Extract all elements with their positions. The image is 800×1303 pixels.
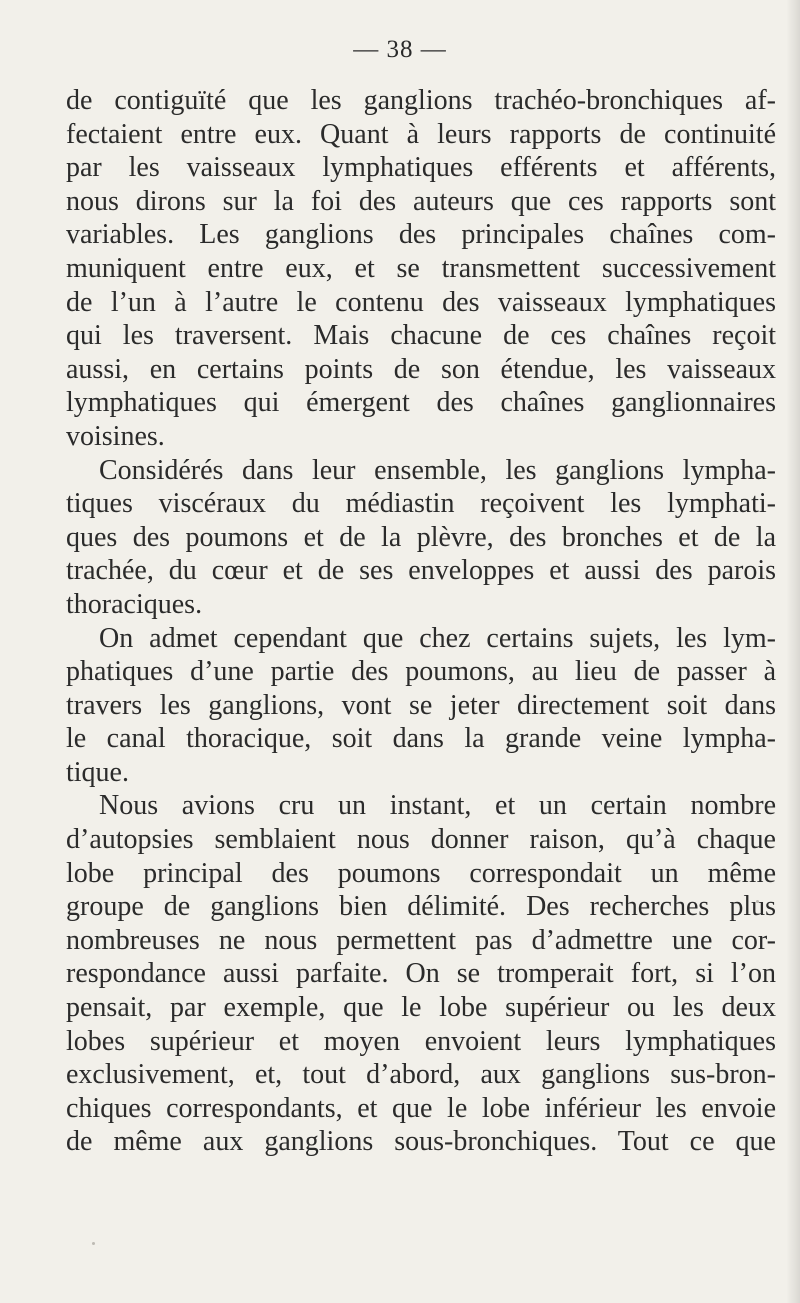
body-text — [66, 84, 776, 1159]
text-line: groupe de ganglions bien délimité. Des recherches plus — [66, 891, 776, 923]
text-line: le canal thoracique, soit dans la grande veine lympha- — [66, 723, 776, 755]
text-line: phatiques d’une partie des poumons, au lieu de passer à — [66, 656, 776, 688]
text-line: Considérés dans leur ensemble, les ganglions lympha- — [99, 454, 776, 486]
text-line: On admet cependant que chez certains sujets, les lym- — [99, 622, 776, 654]
text-line: respondance aussi parfaite. On se tromperait fort, si l’on — [66, 958, 776, 990]
text-line: qui les traversent. Mais chacune de ces chaînes reçoit — [66, 320, 776, 352]
page-number: — 38 — — [353, 36, 447, 63]
text-line: tiques viscéraux du médiastin reçoivent les lymphati- — [66, 488, 776, 520]
text-line: tique. — [66, 756, 129, 788]
text-line: muniquent entre eux, et se transmettent successivement — [66, 252, 776, 284]
text-line: lobe principal des poumons correspondait un même — [66, 857, 776, 889]
text-line: nombreuses ne nous permettent pas d’admettre une cor- — [66, 924, 776, 956]
text-line: de l’un à l’autre le contenu des vaisseaux lymphatiques — [66, 286, 776, 318]
page-edge-shadow — [786, 0, 800, 1303]
text-line: voisines. — [66, 420, 165, 452]
text-line: d’autopsies semblaient nous donner raison, qu’à chaque — [66, 824, 776, 856]
text-line: nous dirons sur la foi des auteurs que ces rapports sont — [66, 185, 776, 217]
text-line: de même aux ganglions sous-bronchiques. Tout ce que — [66, 1126, 776, 1158]
text-line: ques des poumons et de la plèvre, des bronches et de la — [66, 521, 776, 553]
text-line: aussi, en certains points de son étendue, les vaisseaux — [66, 353, 776, 385]
text-line: par les vaisseaux lymphatiques efférents et afférents, — [66, 152, 776, 184]
text-line: variables. Les ganglions des principales chaînes com- — [66, 219, 776, 251]
text-line: thoraciques. — [66, 588, 203, 620]
text-line: fectaient entre eux. Quant à leurs rapports de continuité — [66, 118, 776, 150]
text-line: pensait, par exemple, que le lobe supérieur ou les deux — [66, 992, 776, 1024]
paper-speck — [92, 1242, 95, 1245]
text-line: Nous avions cru un instant, et un certain nombre — [99, 790, 776, 822]
text-line: lymphatiques qui émergent des chaînes ganglionnaires — [66, 387, 776, 419]
text-line: exclusivement, et, tout d’abord, aux ganglions sus-bron- — [66, 1059, 776, 1091]
text-line: lobes supérieur et moyen envoient leurs lymphatiques — [66, 1025, 776, 1057]
text-line: travers les ganglions, vont se jeter directement soit dans — [66, 689, 776, 721]
text-line: chiques correspondants, et que le lobe inférieur les envoie — [66, 1092, 776, 1124]
text-line: de contiguïté que les ganglions trachéo-bronchiques af- — [66, 85, 776, 116]
text-line: trachée, du cœur et de ses enveloppes et aussi des parois — [66, 555, 776, 587]
